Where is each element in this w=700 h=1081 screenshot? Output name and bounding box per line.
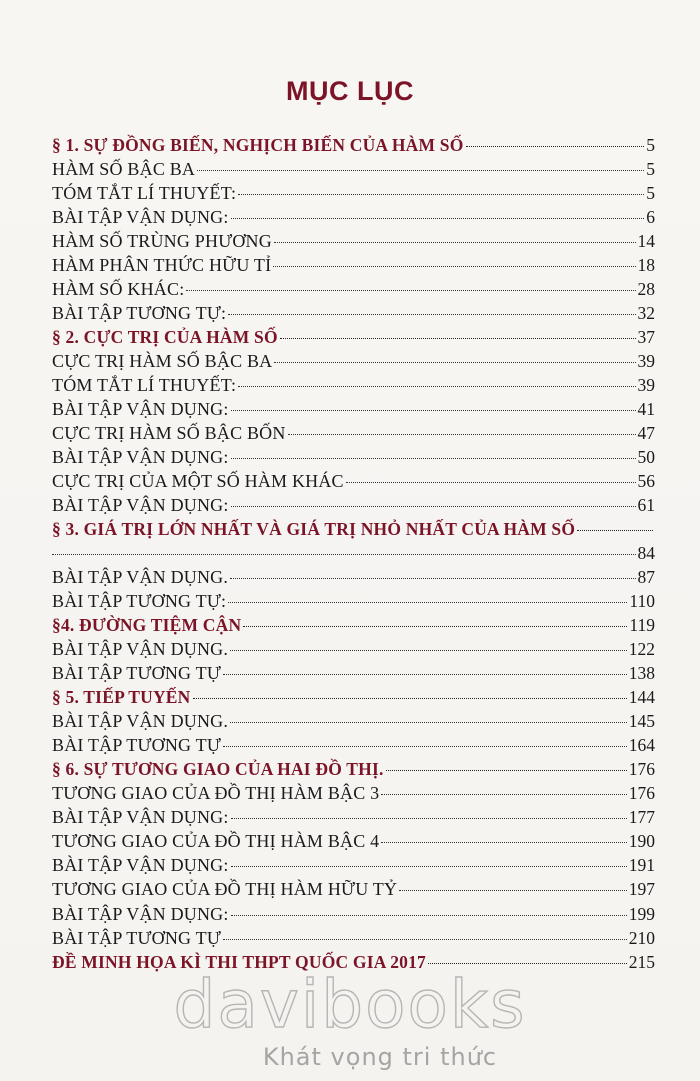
toc-page-number: 37	[637, 327, 655, 348]
toc-entry-label: HÀM SỐ KHÁC:	[52, 279, 185, 300]
toc-section-entry	[52, 757, 655, 781]
toc-entry-label: BÀI TẬP VẬN DỤNG.	[52, 567, 229, 588]
toc-entry	[52, 493, 655, 517]
toc-entry	[52, 926, 655, 950]
toc-dot-leader	[399, 890, 627, 891]
toc-page-number: 39	[637, 375, 655, 396]
toc-dot-leader	[231, 866, 627, 867]
toc-entry-label: TÓM TẮT LÍ THUYẾT:	[52, 183, 237, 204]
toc-dot-leader	[223, 674, 627, 675]
toc-entry-label: TÓM TẮT LÍ THUYẾT:	[52, 375, 237, 396]
toc-entry-label: CỰC TRỊ CỦA MỘT SỐ HÀM KHÁC	[52, 471, 344, 492]
toc-entry-label: BÀI TẬP VẬN DỤNG:	[52, 447, 229, 468]
toc-page-number: 164	[628, 735, 655, 756]
toc-entry	[52, 733, 655, 757]
toc-dot-leader	[428, 963, 627, 964]
toc-dot-leader	[230, 650, 627, 651]
toc-page-number: 18	[637, 255, 655, 276]
toc-dot-leader	[466, 146, 645, 147]
toc-dot-leader	[238, 386, 635, 387]
toc-page-number: 210	[628, 927, 655, 948]
table-of-contents	[52, 133, 655, 974]
toc-entry	[52, 229, 655, 253]
toc-dot-leader	[346, 482, 636, 483]
toc-entry-label: ĐỀ MINH HỌA KÌ THI THPT QUỐC GIA 2017	[52, 951, 426, 972]
toc-dot-leader	[231, 818, 627, 819]
watermark-brand: davibooks	[173, 966, 527, 1043]
toc-dot-leader	[288, 434, 636, 435]
toc-dot-leader	[231, 506, 636, 507]
toc-entry-label: § 3. GIÁ TRỊ LỚN NHẤT VÀ GIÁ TRỊ NHỎ NHẤT CỦA HÀM SỐ	[52, 519, 576, 540]
toc-entry-label: § 2. CỰC TRỊ CỦA HÀM SỐ	[52, 327, 278, 348]
toc-page-number: 144	[628, 687, 655, 708]
toc-entry-label: § 1. SỰ ĐỒNG BIẾN, NGHỊCH BIẾN CỦA HÀM SỐ	[52, 135, 464, 155]
toc-entry-label: BÀI TẬP TƯƠNG TỰ	[52, 663, 221, 684]
toc-entry-label: BÀI TẬP TƯƠNG TỰ	[52, 927, 221, 948]
toc-dot-leader	[52, 554, 636, 555]
toc-entry	[52, 902, 655, 926]
watermark-slogan: Khát vọng tri thức	[262, 1043, 498, 1071]
toc-entry	[52, 253, 655, 277]
toc-page-number: 122	[628, 639, 655, 660]
toc-section-entry	[52, 685, 655, 709]
toc-entry-label: BÀI TẬP VẬN DỤNG:	[52, 399, 229, 420]
toc-section-entry	[52, 325, 655, 349]
toc-dot-leader	[231, 458, 636, 459]
toc-page-number: 119	[629, 615, 655, 636]
toc-dot-leader	[223, 746, 627, 747]
toc-dot-leader	[381, 794, 626, 795]
toc-dot-leader	[577, 530, 653, 531]
toc-entry	[52, 829, 655, 853]
toc-entry-label: § 5. TIẾP TUYẾN	[52, 687, 191, 708]
toc-dot-leader	[186, 290, 635, 291]
toc-dot-leader	[273, 266, 635, 267]
toc-entry	[52, 469, 655, 493]
toc-section-entry	[52, 517, 655, 541]
toc-dot-leader	[223, 939, 627, 940]
toc-dot-leader	[228, 602, 627, 603]
toc-dot-leader	[228, 314, 635, 315]
toc-section-entry	[52, 613, 655, 637]
toc-entry	[52, 805, 655, 829]
toc-entry-label: § 6. SỰ TƯƠNG GIAO CỦA HAI ĐỒ THỊ.	[52, 759, 384, 780]
toc-entry	[52, 349, 655, 373]
toc-dot-leader	[274, 242, 636, 243]
toc-entry	[52, 421, 655, 445]
toc-page-number: 61	[637, 495, 655, 516]
toc-entry-label: BÀI TẬP TƯƠNG TỰ	[52, 735, 221, 756]
toc-page-number: 177	[628, 807, 655, 828]
toc-entry-label: BÀI TẬP VẬN DỤNG:	[52, 207, 229, 228]
toc-dot-leader	[230, 578, 635, 579]
toc-entry	[52, 565, 655, 589]
toc-entry-label: HÀM SỐ BẬC BA	[52, 159, 196, 180]
toc-entry	[52, 661, 655, 685]
toc-entry-label: HÀM PHÂN THỨC HỮU TỈ	[52, 255, 272, 276]
toc-section-entry	[52, 133, 655, 157]
toc-entry-label: HÀM SỐ TRÙNG PHƯƠNG	[52, 231, 272, 252]
toc-dot-leader	[197, 170, 644, 171]
toc-entry-label: BÀI TẬP VẬN DỤNG.	[52, 711, 229, 732]
toc-dot-leader	[230, 722, 627, 723]
toc-entry-label: BÀI TẬP VẬN DỤNG.	[52, 639, 229, 660]
toc-page-number: 190	[628, 831, 655, 852]
toc-page-number: 50	[637, 447, 655, 468]
toc-dot-leader	[274, 362, 635, 363]
toc-entry	[52, 637, 655, 661]
toc-page-number: 138	[628, 663, 655, 684]
toc-dot-leader	[386, 770, 627, 771]
toc-dot-leader	[231, 915, 627, 916]
toc-entry-label: CỰC TRỊ HÀM SỐ BẬC BỐN	[52, 423, 286, 444]
toc-page-number: 14	[637, 231, 655, 252]
toc-page-number: 191	[628, 855, 655, 876]
toc-dot-leader	[238, 194, 644, 195]
toc-page-number: 41	[637, 399, 655, 420]
toc-entry-label: TƯƠNG GIAO CỦA ĐỒ THỊ HÀM BẬC 4	[52, 831, 380, 852]
toc-entry-label: CỰC TRỊ HÀM SỐ BẬC BA	[52, 351, 273, 372]
toc-page-number: 145	[628, 711, 655, 732]
toc-page-number: 6	[646, 207, 655, 228]
toc-page-number: 199	[628, 903, 655, 924]
toc-page-number: 110	[629, 591, 655, 612]
toc-entry	[52, 277, 655, 301]
toc-entry	[52, 589, 655, 613]
toc-dot-leader	[231, 410, 636, 411]
toc-entry	[52, 205, 655, 229]
toc-dot-leader	[381, 842, 626, 843]
toc-entry-label: BÀI TẬP VẬN DỤNG:	[52, 807, 229, 828]
toc-dot-leader	[193, 698, 627, 699]
toc-entry	[52, 781, 655, 805]
toc-page-number: 39	[637, 351, 655, 372]
toc-entry-label: BÀI TẬP VẬN DỤNG:	[52, 903, 229, 924]
toc-entry-label: BÀI TẬP TƯƠNG TỰ:	[52, 303, 227, 324]
page-title: MỤC LỤC	[286, 76, 414, 106]
toc-dot-leader	[243, 626, 627, 627]
toc-page-number: 84	[637, 543, 655, 564]
toc-page-number: 28	[637, 279, 655, 300]
toc-entry-label: TƯƠNG GIAO CỦA ĐỒ THỊ HÀM HỮU TỶ	[52, 879, 398, 900]
toc-page-number: 47	[637, 423, 655, 444]
toc-page-number: 215	[628, 951, 655, 972]
toc-entry	[52, 397, 655, 421]
toc-entry-label: §4. ĐƯỜNG TIỆM CẬN	[52, 615, 242, 636]
toc-entry	[52, 877, 655, 901]
toc-entry	[52, 301, 655, 325]
toc-page-number: 176	[628, 759, 655, 780]
toc-entry	[52, 853, 655, 877]
toc-entry	[52, 181, 655, 205]
toc-page-number: 5	[646, 183, 655, 204]
toc-entry-label: TƯƠNG GIAO CỦA ĐỒ THỊ HÀM BẬC 3	[52, 783, 380, 804]
toc-entry	[52, 157, 655, 181]
toc-page-number: 5	[646, 159, 655, 180]
toc-entry-label: BÀI TẬP TƯƠNG TỰ:	[52, 591, 227, 612]
toc-page-number: 5	[646, 135, 655, 155]
toc-page-number: 176	[628, 783, 655, 804]
toc-entry	[52, 373, 655, 397]
toc-entry-label: BÀI TẬP VẬN DỤNG:	[52, 855, 229, 876]
toc-dot-leader	[231, 218, 645, 219]
toc-dot-leader	[280, 338, 636, 339]
toc-entry-label: BÀI TẬP VẬN DỤNG:	[52, 495, 229, 516]
toc-page-number: 197	[628, 879, 655, 900]
toc-entry	[52, 709, 655, 733]
toc-page-number: 56	[637, 471, 655, 492]
toc-entry	[52, 445, 655, 469]
toc-entry	[52, 541, 655, 565]
toc-page-number: 87	[637, 567, 655, 588]
toc-page-number: 32	[637, 303, 655, 324]
